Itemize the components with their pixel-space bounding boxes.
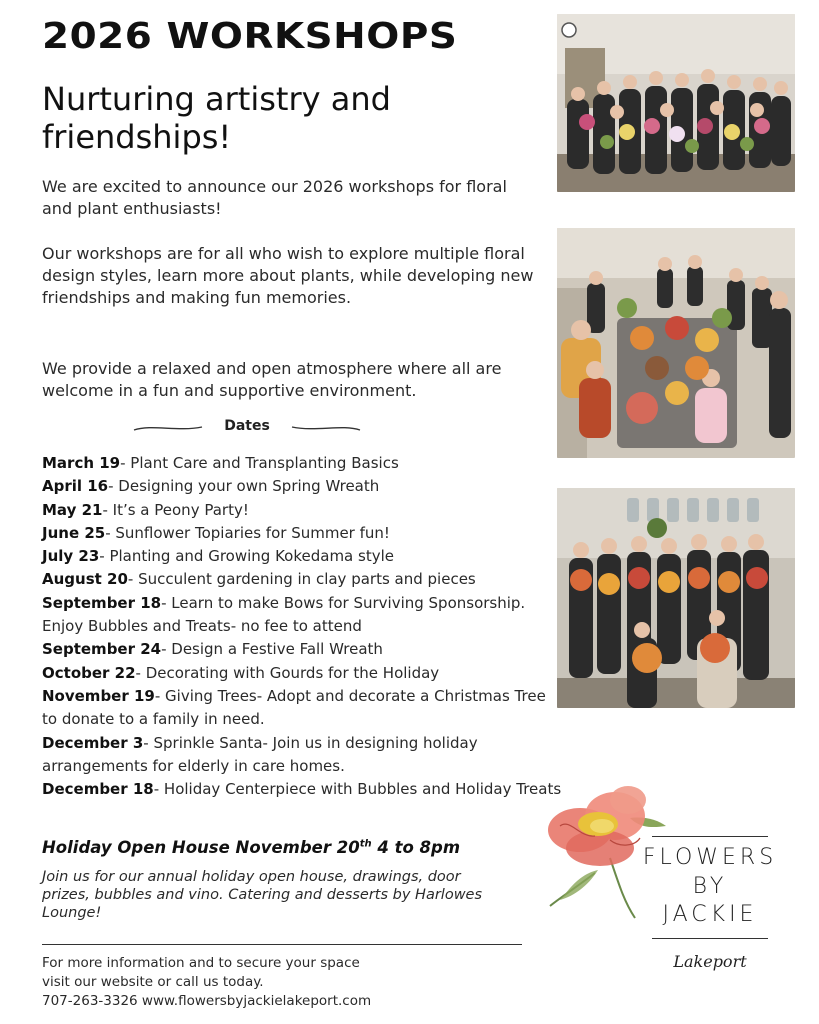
schedule-desc: - Plant Care and Transplanting Basics [120, 454, 399, 472]
schedule-date: March 19 [42, 454, 121, 472]
page-subtitle: Nurturing artistry and friendships! [42, 80, 391, 156]
footer-line: visit our website or call us today. [42, 974, 264, 990]
group-photo-2-image [557, 228, 795, 458]
schedule-desc: - Sprinkle Santa- Join us in designing holiday arrangements for elderly in care homes. [42, 733, 478, 775]
schedule-item [42, 638, 562, 661]
group-photo-3 [557, 488, 795, 708]
workshop-schedule [42, 452, 562, 801]
schedule-item [42, 685, 562, 732]
schedule-item [42, 522, 562, 545]
schedule-desc: - Learn to make Bows for Surviving Sponsorship. Enjoy Bubbles and Treats- no fee to attend [42, 593, 526, 636]
schedule-date: August 20 [42, 570, 128, 589]
schedule-desc: - Designing your own Spring Wreath [108, 477, 380, 496]
group-photo-1-image [557, 14, 795, 192]
schedule-desc: - Decorating with Gourds for the Holiday [135, 663, 440, 682]
open-house-description: Join us for our annual holiday open house, drawings, door prizes, bubbles and vino. Catering and desserts by Harlowes Lounge! [42, 869, 483, 921]
schedule-desc: - Holiday Centerpiece with Bubbles and Holiday Treats [153, 780, 562, 799]
schedule-date: September 18 [42, 593, 162, 612]
schedule-desc: - Planting and Growing Kokedama style [99, 547, 394, 566]
schedule-desc: - Succulent gardening in clay parts and pieces [127, 570, 476, 589]
dates-heading [132, 418, 362, 440]
schedule-date: December 18 [42, 780, 154, 799]
open-house-title-text: Holiday Open House November 20 [42, 838, 360, 857]
schedule-item [42, 592, 562, 639]
schedule-item [42, 778, 562, 801]
schedule-item [42, 545, 562, 568]
schedule-date: September 24 [42, 640, 162, 659]
schedule-date: May 21 [42, 500, 103, 519]
intro-paragraph-2: Our workshops are for all who wish to explore multiple floral design styles, learn more about plants, while developing new friendships and making fun memories. [42, 244, 534, 307]
contact-footer [42, 954, 522, 1011]
schedule-item [42, 452, 562, 475]
open-house-time: 4 to 8pm [371, 838, 461, 857]
flowers-by-jackie-logo [540, 778, 800, 978]
group-photo-3-image [557, 488, 795, 708]
logo-line-2: BY [692, 874, 728, 899]
schedule-item [42, 499, 562, 522]
schedule-date: June 25 [42, 523, 106, 542]
intro-paragraph-1: We are excited to announce our 2026 workshops for floral and plant enthusiasts! [42, 177, 507, 218]
schedule-date: July 23 [42, 547, 100, 566]
schedule-item [42, 732, 562, 779]
footer-contact-line[interactable]: 707-263-3326 www.flowersbyjackielakeport.com [42, 993, 372, 1009]
logo-line-1: FLOWERS [642, 845, 778, 870]
schedule-item [42, 568, 562, 591]
logo-line-3: JACKIE [662, 902, 758, 927]
footer-line: For more information and to secure your space [42, 955, 360, 971]
schedule-date: November 19 [42, 686, 155, 705]
logo-subtitle: Lakeport [673, 952, 747, 971]
logo-rule-top [652, 836, 768, 837]
schedule-desc: - It’s a Peony Party! [102, 500, 249, 519]
schedule-date: December 3 [42, 733, 144, 752]
schedule-desc: - Design a Festive Fall Wreath [161, 640, 383, 659]
schedule-item [42, 475, 562, 498]
page-title: 2026 WORKSHOPS [42, 16, 458, 57]
logo-rule-bottom [652, 938, 768, 939]
open-house-title-sup: th [359, 838, 372, 850]
schedule-date: October 22 [42, 663, 136, 682]
schedule-desc: - Giving Trees- Adopt and decorate a Christmas Tree to donate to a family in need. [42, 686, 546, 729]
group-photo-2 [557, 228, 795, 458]
open-house-title [42, 838, 460, 857]
schedule-desc: - Sunflower Topiaries for Summer fun! [105, 523, 390, 542]
dates-label: Dates [224, 418, 270, 434]
footer-divider [42, 944, 522, 945]
group-photo-1 [557, 14, 795, 192]
schedule-item [42, 662, 562, 685]
schedule-date: April 16 [42, 477, 109, 496]
intro-paragraph-3: We provide a relaxed and open atmosphere where all are welcome in a fun and supportive environment. [42, 359, 502, 400]
